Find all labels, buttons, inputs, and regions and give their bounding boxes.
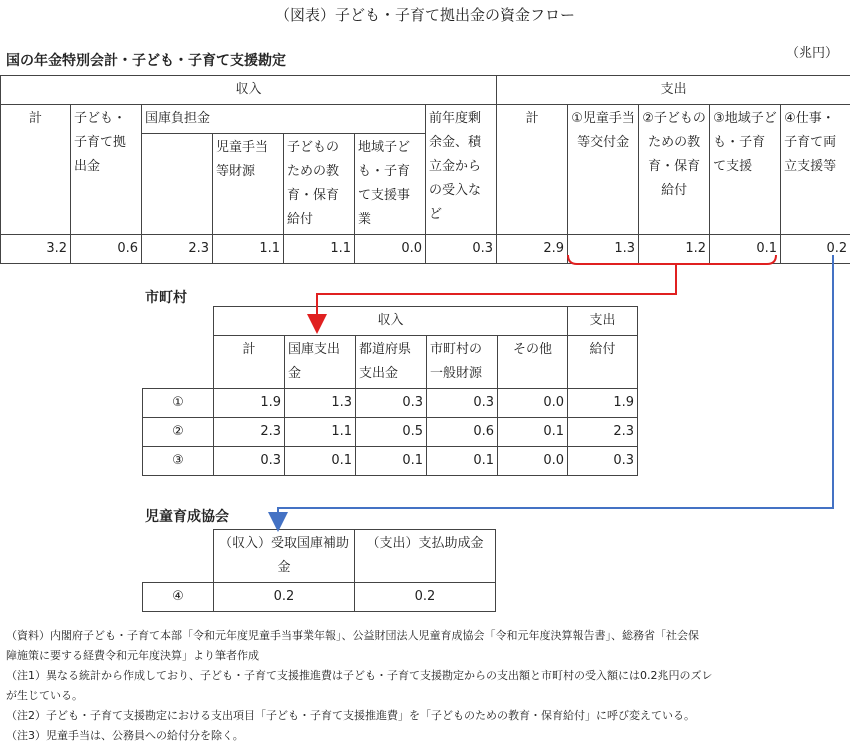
table-row [143, 389, 638, 418]
col-total: 計 [1, 105, 71, 235]
assoc-col-expense: （支出）支払助成金 [355, 530, 496, 583]
muni-col-prefecture: 都道府県支出金 [356, 336, 427, 389]
col-expense-4: ④仕事・子育て両立支援等 [781, 105, 850, 235]
value-cell: 0.6 [427, 418, 498, 447]
muni-expense-header: 支出 [568, 307, 638, 336]
value-cell: 0.1 [427, 447, 498, 476]
association-table [142, 529, 496, 612]
value-cell: 2.3 [142, 235, 213, 264]
value-cell: 1.3 [285, 389, 356, 418]
col-education: 子どものための教育・保育給付 [284, 134, 355, 235]
notes [6, 626, 846, 746]
value-cell: 0.1 [498, 418, 568, 447]
col-child-allowance: 児童手当等財源 [213, 134, 284, 235]
value-cell: 0.3 [427, 389, 498, 418]
muni-income-header: 収入 [214, 307, 568, 336]
value-cell: 0.3 [214, 447, 285, 476]
row-label: ③ [143, 447, 214, 476]
col-expense-total: 計 [497, 105, 568, 235]
value-cell: 0.2 [781, 235, 850, 264]
value-cell: 2.3 [214, 418, 285, 447]
source-note: （資料）内閣府子ども・子育て本部「令和元年度児童手当事業年報」、公益財団法人児童育成協会「令和元年度決算報告書」、総務省「社会保 [6, 629, 699, 642]
value-cell: 0.1 [710, 235, 781, 264]
unit-label: （兆円） [785, 46, 838, 61]
muni-col-general: 市町村の一般財源 [427, 336, 498, 389]
note-1-cont: が生じている。 [6, 689, 83, 702]
col-treasury: 国庫負担金 [142, 105, 426, 134]
col-expense-2: ②子どものための教育・保育給付 [639, 105, 710, 235]
blank-cell [143, 530, 214, 583]
value-cell: 3.2 [1, 235, 71, 264]
national-table [0, 75, 850, 264]
value-cell: 0.5 [356, 418, 427, 447]
national-heading: 国の年金特別会計・子ども・子育て支援勘定 [6, 53, 286, 69]
value-cell: 1.3 [568, 235, 639, 264]
assoc-col-income: （収入）受取国庫補助金 [214, 530, 355, 583]
association-heading: 児童育成協会 [145, 509, 229, 525]
value-cell: 0.3 [568, 447, 638, 476]
muni-col-benefit: 給付 [568, 336, 638, 389]
value-cell: 0.0 [498, 447, 568, 476]
value-cell: 0.1 [356, 447, 427, 476]
muni-col-treasury: 国庫支出金 [285, 336, 356, 389]
income-header: 収入 [1, 76, 497, 105]
muni-col-total: 計 [214, 336, 285, 389]
value-cell: 0.3 [426, 235, 497, 264]
expense-header: 支出 [497, 76, 850, 105]
muni-col-other: その他 [498, 336, 568, 389]
col-expense-3: ③地域子ども・子育て支援 [710, 105, 781, 235]
value-cell: 1.1 [285, 418, 356, 447]
blank-cell [143, 336, 214, 389]
value-cell: 1.2 [639, 235, 710, 264]
value-cell: 0.3 [356, 389, 427, 418]
value-cell: 1.9 [214, 389, 285, 418]
value-cell: 2.9 [497, 235, 568, 264]
value-cell: 0.0 [355, 235, 426, 264]
col-treasury-blank [142, 134, 213, 235]
table-row [143, 418, 638, 447]
row-label: ① [143, 389, 214, 418]
blank-cell [143, 307, 214, 336]
value-cell: 2.3 [568, 418, 638, 447]
value-cell: 0.6 [71, 235, 142, 264]
table-row [143, 447, 638, 476]
col-contribution: 子ども・子育て拠出金 [71, 105, 142, 235]
municipal-heading: 市町村 [145, 290, 187, 306]
value-cell: 0.1 [285, 447, 356, 476]
municipal-table [142, 306, 638, 476]
source-note-cont: 障施策に要する経費令和元年度決算」より筆者作成 [6, 649, 259, 662]
col-local: 地域子ども・子育て支援事業 [355, 134, 426, 235]
col-previous-surplus: 前年度剰余金、積立金からの受入など [426, 105, 497, 235]
note-1: （注1）異なる統計から作成しており、子ども・子育て支援推進費は子ども・子育て支援勘定からの支出額と市町村の受入額には0.2兆円のズレ [6, 669, 713, 682]
col-expense-1: ①児童手当等交付金 [568, 105, 639, 235]
value-cell: 0.0 [498, 389, 568, 418]
value-cell: 0.2 [214, 583, 355, 612]
value-cell: 1.9 [568, 389, 638, 418]
value-cell: 0.2 [355, 583, 496, 612]
page-title: （図表）子ども・子育て拠出金の資金フロー [274, 6, 575, 24]
value-cell: 1.1 [284, 235, 355, 264]
row-label: ④ [143, 583, 214, 612]
note-2: （注2）子ども・子育て支援勘定における支出項目「子ども・子育て支援推進費」を「子どものための教育・保育給付」に呼び変えている。 [6, 709, 695, 722]
row-label: ② [143, 418, 214, 447]
value-cell: 1.1 [213, 235, 284, 264]
note-3: （注3）児童手当は、公務員への給付分を除く。 [6, 729, 244, 742]
